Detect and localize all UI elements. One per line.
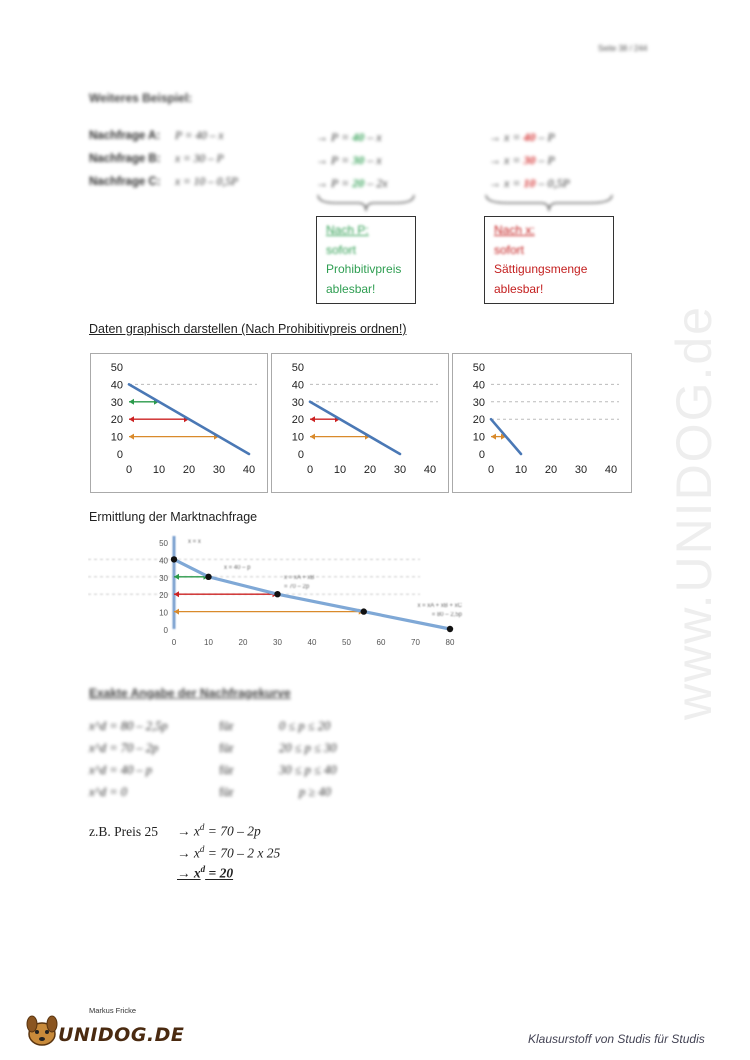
x-tick-label: 10 xyxy=(204,638,213,647)
x-tick-label: 30 xyxy=(574,464,588,476)
x-tick-label: 20 xyxy=(238,638,248,647)
kink-point xyxy=(361,608,367,614)
curve-annotation: = 70 – 2p xyxy=(284,584,310,590)
y-tick-label: 40 xyxy=(110,379,123,392)
x-tick-label: 0 xyxy=(171,638,177,647)
demand-piece-1: x^d = 80 – 2,5p für 0 ≤ p ≤ 20 xyxy=(89,719,331,733)
solved-for-x-b: → x = 30 – P xyxy=(489,153,555,167)
arrow-head-icon xyxy=(491,434,496,440)
solved-for-x-a: → x = 40 – P xyxy=(489,130,555,144)
solved-for-p-c: → P = 20 – 2x xyxy=(316,176,388,190)
y-tick-label: 0 xyxy=(163,626,168,635)
chart-frame-a xyxy=(90,353,268,493)
x-tick-label: 80 xyxy=(445,638,455,647)
y-tick-label: 30 xyxy=(110,396,123,409)
solved-for-p-a: → P = 40 – x xyxy=(316,130,382,144)
arrow-head-icon xyxy=(129,416,134,422)
y-tick-label: 50 xyxy=(291,362,304,374)
y-tick-label: 20 xyxy=(159,591,168,601)
example-line-1: z.B. Preis $25 \to x^d = 70 - 2p$ xyxy=(89,822,261,839)
solved-for-p-b: → P = 30 – x xyxy=(316,153,382,167)
y-tick-label: 40 xyxy=(291,379,304,392)
y-tick-label: 20 xyxy=(291,414,304,427)
y-tick-label: 30 xyxy=(159,573,168,583)
x-tick-label: 40 xyxy=(423,464,437,476)
x-tick-label: 40 xyxy=(307,638,317,647)
y-tick-label: 0 xyxy=(297,449,304,461)
x-tick-label: 20 xyxy=(363,464,377,476)
curve-annotation: x = xA + xB + xC xyxy=(417,603,462,609)
curve-annotation: x = x xyxy=(188,539,201,545)
demand-row-a: Nachfrage A: P = 40 – x xyxy=(89,130,224,142)
market-demand-chart xyxy=(88,528,468,660)
demand-row-b: Nachfrage B: x = 30 – P xyxy=(89,153,224,165)
example-result: → $x^d = 20$ xyxy=(177,864,234,881)
x-tick-label: 10 xyxy=(514,464,528,476)
kink-point xyxy=(171,556,177,562)
kink-point xyxy=(274,591,280,597)
watermark-text: www.UNIDOG.de xyxy=(666,305,722,720)
unidog-logo-text: UNIDOG.DE xyxy=(58,1024,185,1046)
y-tick-label: 10 xyxy=(159,608,168,618)
x-tick-label: 30 xyxy=(273,638,282,647)
section-title-daten-graphisch: Daten graphisch darstellen (Nach Prohibitivpreis ordnen!) xyxy=(89,322,407,336)
demand-piece-2: x^d = 70 – 2p für 20 ≤ p ≤ 30 xyxy=(89,741,337,755)
arrow-head-icon xyxy=(310,434,315,440)
author-name: Markus Fricke xyxy=(89,1006,137,1015)
dog-logo-icon xyxy=(22,1012,62,1048)
demand-piece-4: x^d = 0 für p ≥ 40 xyxy=(89,785,331,799)
brace-icon xyxy=(484,193,614,215)
x-tick-label: 0 xyxy=(487,464,495,476)
y-tick-label: 50 xyxy=(159,539,168,548)
y-tick-label: 10 xyxy=(291,431,304,444)
section-title-exakte-angabe: Exakte Angabe der Nachfragekurve xyxy=(89,686,291,700)
x-tick-label: 60 xyxy=(376,638,386,647)
y-tick-label: 0 xyxy=(116,449,123,461)
market-chart-group xyxy=(88,536,420,629)
x-tick-label: 70 xyxy=(411,638,420,647)
curve-annotation: x = xA + xB xyxy=(284,575,315,581)
note-box-prohibitivpreis: Nach P: sofort Prohibitivpreis ablesbar! xyxy=(316,216,416,304)
note-box-saettigungsmenge: Nach x: sofort Sättigungsmenge ablesbar! xyxy=(484,216,614,304)
arrow-head-icon xyxy=(310,416,315,422)
x-tick-label: 0 xyxy=(306,464,314,476)
y-tick-label: 20 xyxy=(110,414,123,427)
curve-annotation: = 80 – 2,5p xyxy=(431,612,462,618)
x-tick-label: 0 xyxy=(125,464,133,476)
brace-icon xyxy=(316,193,416,215)
arrow-head-icon xyxy=(129,434,134,440)
demand-chart-a xyxy=(91,354,267,492)
curve-annotation: x = 40 – p xyxy=(224,565,251,571)
y-tick-label: 10 xyxy=(110,431,123,444)
x-tick-label: 30 xyxy=(212,464,226,476)
y-tick-label: 30 xyxy=(291,396,304,409)
y-tick-label: 40 xyxy=(472,379,485,392)
kink-point xyxy=(447,626,453,632)
y-tick-label: 50 xyxy=(110,362,123,374)
section-title-marktnachfrage: Ermittlung der Marktnachfrage xyxy=(89,510,258,524)
arrow-head-icon xyxy=(129,399,134,405)
y-tick-label: 30 xyxy=(472,396,485,409)
x-tick-label: 50 xyxy=(342,638,351,647)
y-tick-label: 0 xyxy=(478,449,485,461)
y-tick-label: 40 xyxy=(159,556,168,566)
demand-piece-3: x^d = 40 – p für 30 ≤ p ≤ 40 xyxy=(89,763,337,777)
x-tick-label: 40 xyxy=(604,464,618,476)
demand-line xyxy=(310,402,400,454)
x-tick-label: 20 xyxy=(544,464,558,476)
section-title-weiteres-beispiel: Weiteres Beispiel: xyxy=(89,91,193,105)
y-tick-label: 20 xyxy=(472,414,485,427)
page-number: Seite 38 / 244 xyxy=(598,44,648,53)
demand-chart-c xyxy=(453,354,631,492)
kink-point xyxy=(205,574,211,580)
demand-chart-b xyxy=(272,354,448,492)
x-tick-label: 10 xyxy=(333,464,347,476)
chart-frame-b xyxy=(271,353,449,493)
demand-row-c: Nachfrage C: x = 10 – 0,5P xyxy=(89,176,239,188)
chart-frame-c xyxy=(452,353,632,493)
x-tick-label: 30 xyxy=(393,464,407,476)
y-tick-label: 10 xyxy=(472,431,485,444)
x-tick-label: 10 xyxy=(152,464,166,476)
example-line-2: → $x^d = 70 - 2$ x 25 xyxy=(177,844,281,861)
solved-for-x-c: → x = 10 – 0,5P xyxy=(489,176,570,190)
x-tick-label: 20 xyxy=(182,464,196,476)
footer-slogan: Klausurstoff von Studis für Studis xyxy=(528,1032,705,1046)
y-tick-label: 50 xyxy=(472,362,485,374)
x-tick-label: 40 xyxy=(242,464,256,476)
